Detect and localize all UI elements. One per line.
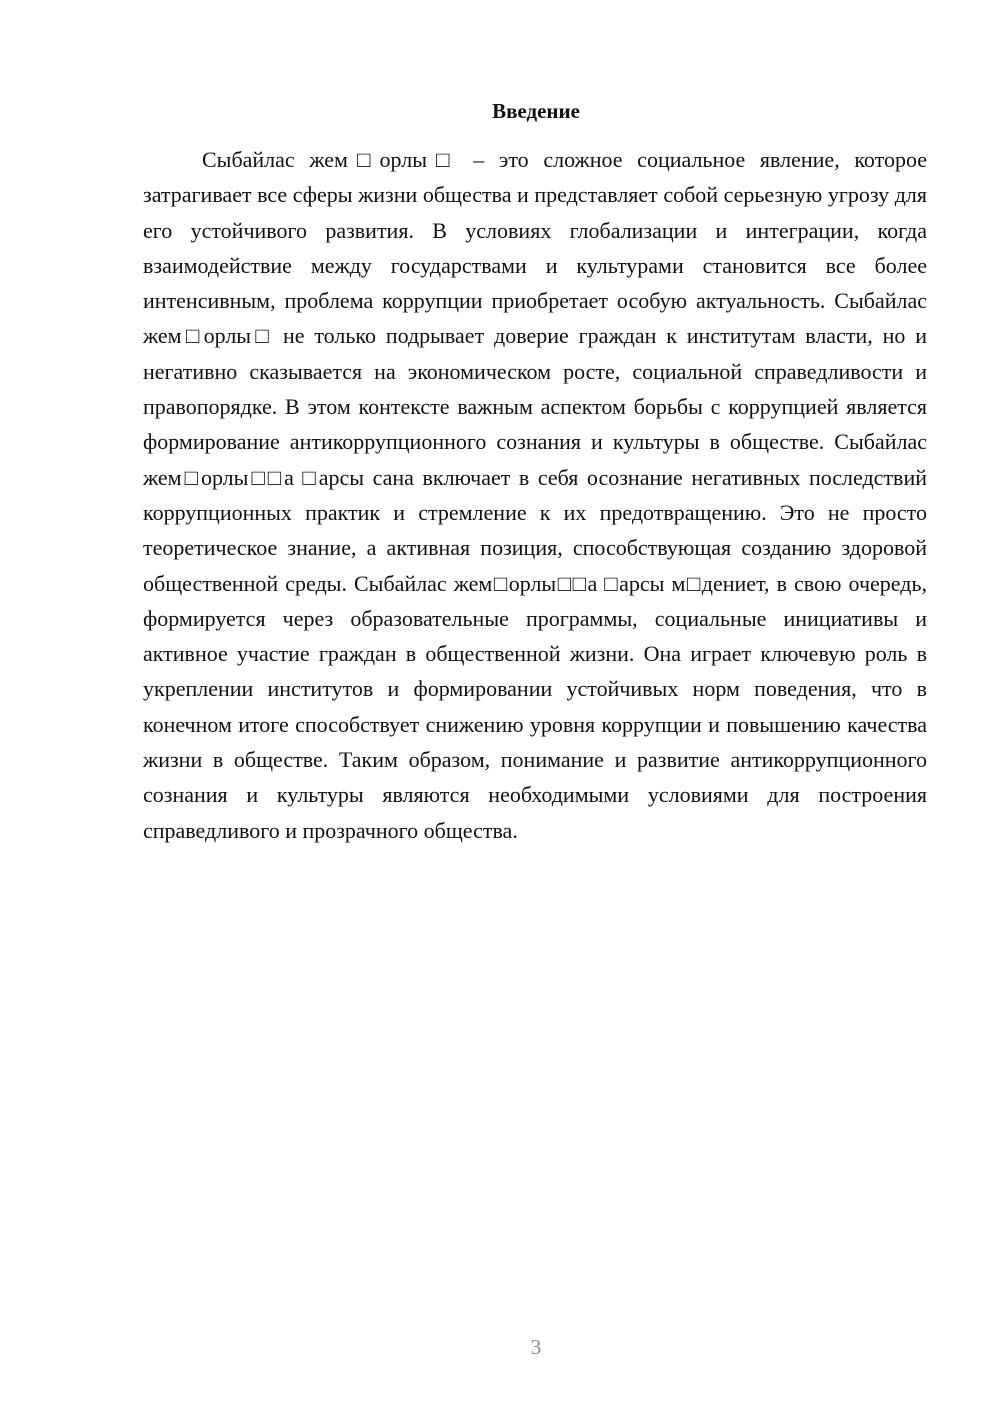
section-heading: Введение (492, 99, 580, 123)
page-number: 3 (530, 1335, 542, 1359)
body-paragraph: Сыбайлас жем□орлы□ – это сложное социальное явление, которое затрагивает все сферы жизни общества и представляет собой серьезную угрозу для его устойчивого развития. В условиях глобализации и интеграции, когда взаимодействие между государствами и культурами становится все более интенсивным, проблема коррупции приобретает особую актуальность. Сыбайлас жем□орлы□ не только подрывает доверие граждан к институтам власти, но и негативно сказывается на экономическом росте, социальной справедливости и правопорядке. В этом контексте важным аспектом борьбы с коррупцией является формирование антикоррупционного сознания и культуры в обществе. Сыбайлас жем□орлы□□а □арсы сана включает в себя осознание негативных последствий коррупционных практик и стремление к их предотвращению. Это не просто теоретическое знание, а активная позиция, способствующая созданию здоровой общественной среды. Сыбайлас жем□орлы□□а □арсы м□дениет, в свою очередь, формируется через образовательные программы, социальные инициативы и активное участие граждан в общественной жизни. Она играет ключевую роль в укреплении институтов и формировании устойчивых норм поведения, что в конечном итоге способствует снижению уровня коррупции и повышению качества жизни в обществе. Таким образом, понимание и развитие антикоррупционного сознания и культуры являются необходимыми условиями для построения справедливого и прозрачного общества. (143, 147, 927, 843)
